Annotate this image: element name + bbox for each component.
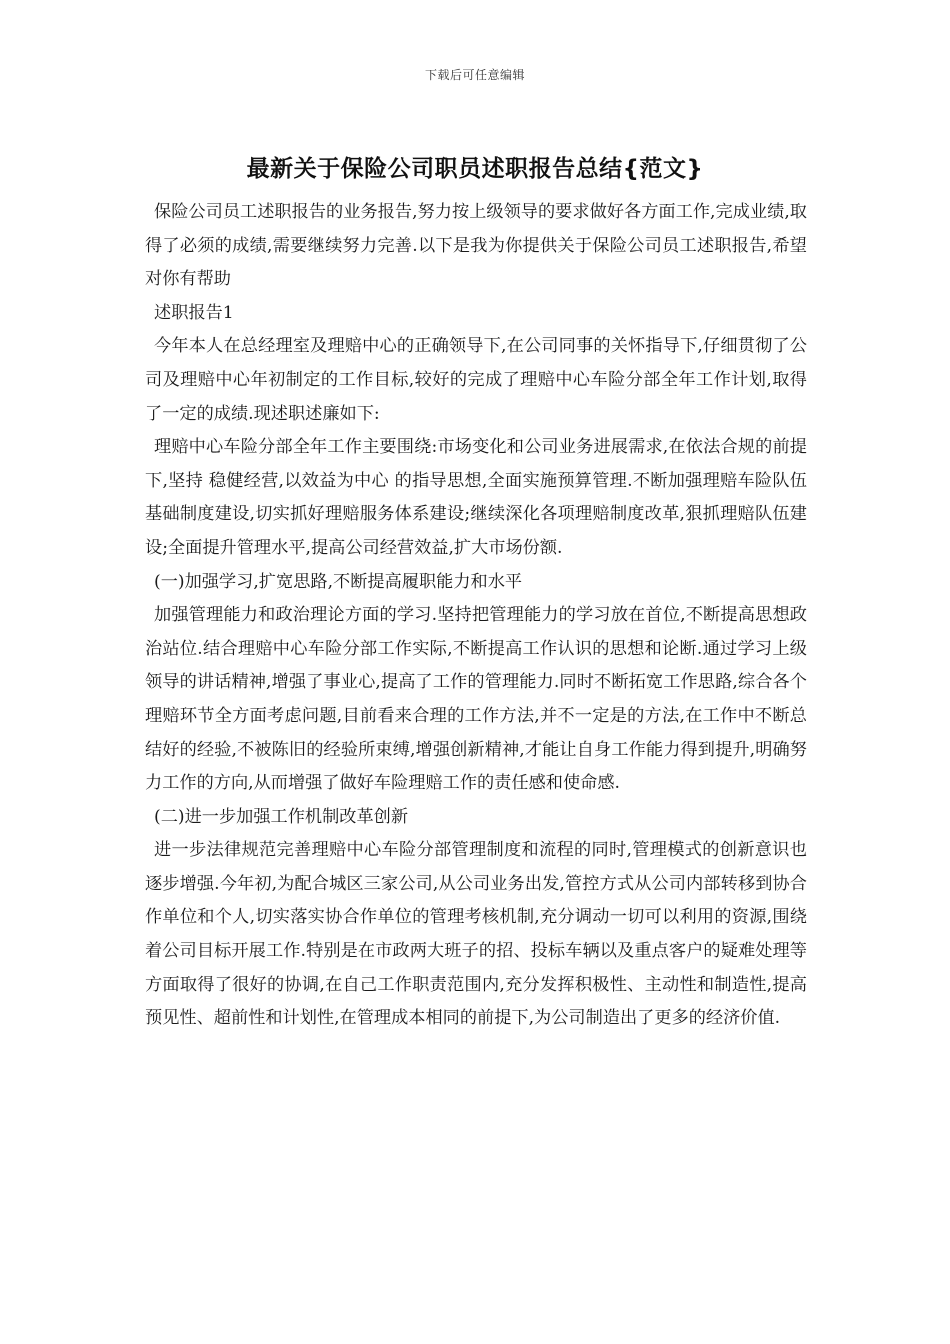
paragraph-main-work: 理赔中心车险分部全年工作主要围绕:市场变化和公司业务进展需求,在依法合规的前提下,坚持 稳健经营,以效益为中心 的指导思想,全面实施预算管理.不断加强理赔车险队伍基础制度建设,切实抓好理赔服务体系建设;继续深化各项理赔制度改革,狠抓理赔队伍建设;全面提升管理水平,提高公司经营效益,扩大市场份额.: [145, 437, 807, 558]
subheading-1: (一)加强学习,扩宽思路,不断提高履职能力和水平: [154, 571, 523, 592]
paragraph-reform: 进一步法律规范完善理赔中心车险分部管理制度和流程的同时,管理模式的创新意识也逐步增强.今年初,为配合城区三家公司,从公司业务出发,管控方式从公司内部转移到协合作单位和个人,切实落实协合作单位的管理考核机制,充分调动一切可以利用的资源,围绕着公司目标开展工作.特别是在市政两大班子的招、投标车辆以及重点客户的疑难处理等方面取得了很好的协调,在自己工作职责范围内,充分发挥积极性、主动性和制造性,提高预见性、超前性和计划性,在管理成本相同的前提下,为公司制造出了更多的经济价值.: [145, 840, 807, 1029]
paragraph-learning: 加强管理能力和政治理论方面的学习.坚持把管理能力的学习放在首位,不断提高思想政治站位.结合理赔中心车险分部工作实际,不断提高工作认识的思想和论断.通过学习上级领导的讲话精神,增强了事业心,提高了工作的管理能力.同时不断拓宽工作思路,综合各个理赔环节全方面考虑问题,目前看来合理的工作方法,并不一定是的方法,在工作中不断总结好的经验,不被陈旧的经验所束缚,增强创新精神,才能让自身工作能力得到提升,明确努力工作的方向,从而增强了做好车险理赔工作的责任感和使命感.: [145, 605, 807, 794]
subheading-2: (二)进一步加强工作机制改革创新: [154, 806, 409, 827]
document-body: [145, 196, 807, 1036]
paragraph-overview: 今年本人在总经理室及理赔中心的正确领导下,在公司同事的关怀指导下,仔细贯彻了公司及理赔中心年初制定的工作目标,较好的完成了理赔中心车险分部全年工作计划,取得了一定的成绩.现述职述廉如下:: [145, 336, 807, 424]
document-title: 最新关于保险公司职员述职报告总结{范文}: [246, 156, 704, 182]
section-heading-report-1: 述职报告1: [154, 302, 234, 323]
header-note: 下载后可任意编辑: [424, 68, 525, 82]
paragraph-intro: 保险公司员工述职报告的业务报告,努力按上级领导的要求做好各方面工作,完成业绩,取得了必须的成绩,需要继续努力完善.以下是我为你提供关于保险公司员工述职报告,希望对你有帮助: [145, 202, 807, 290]
